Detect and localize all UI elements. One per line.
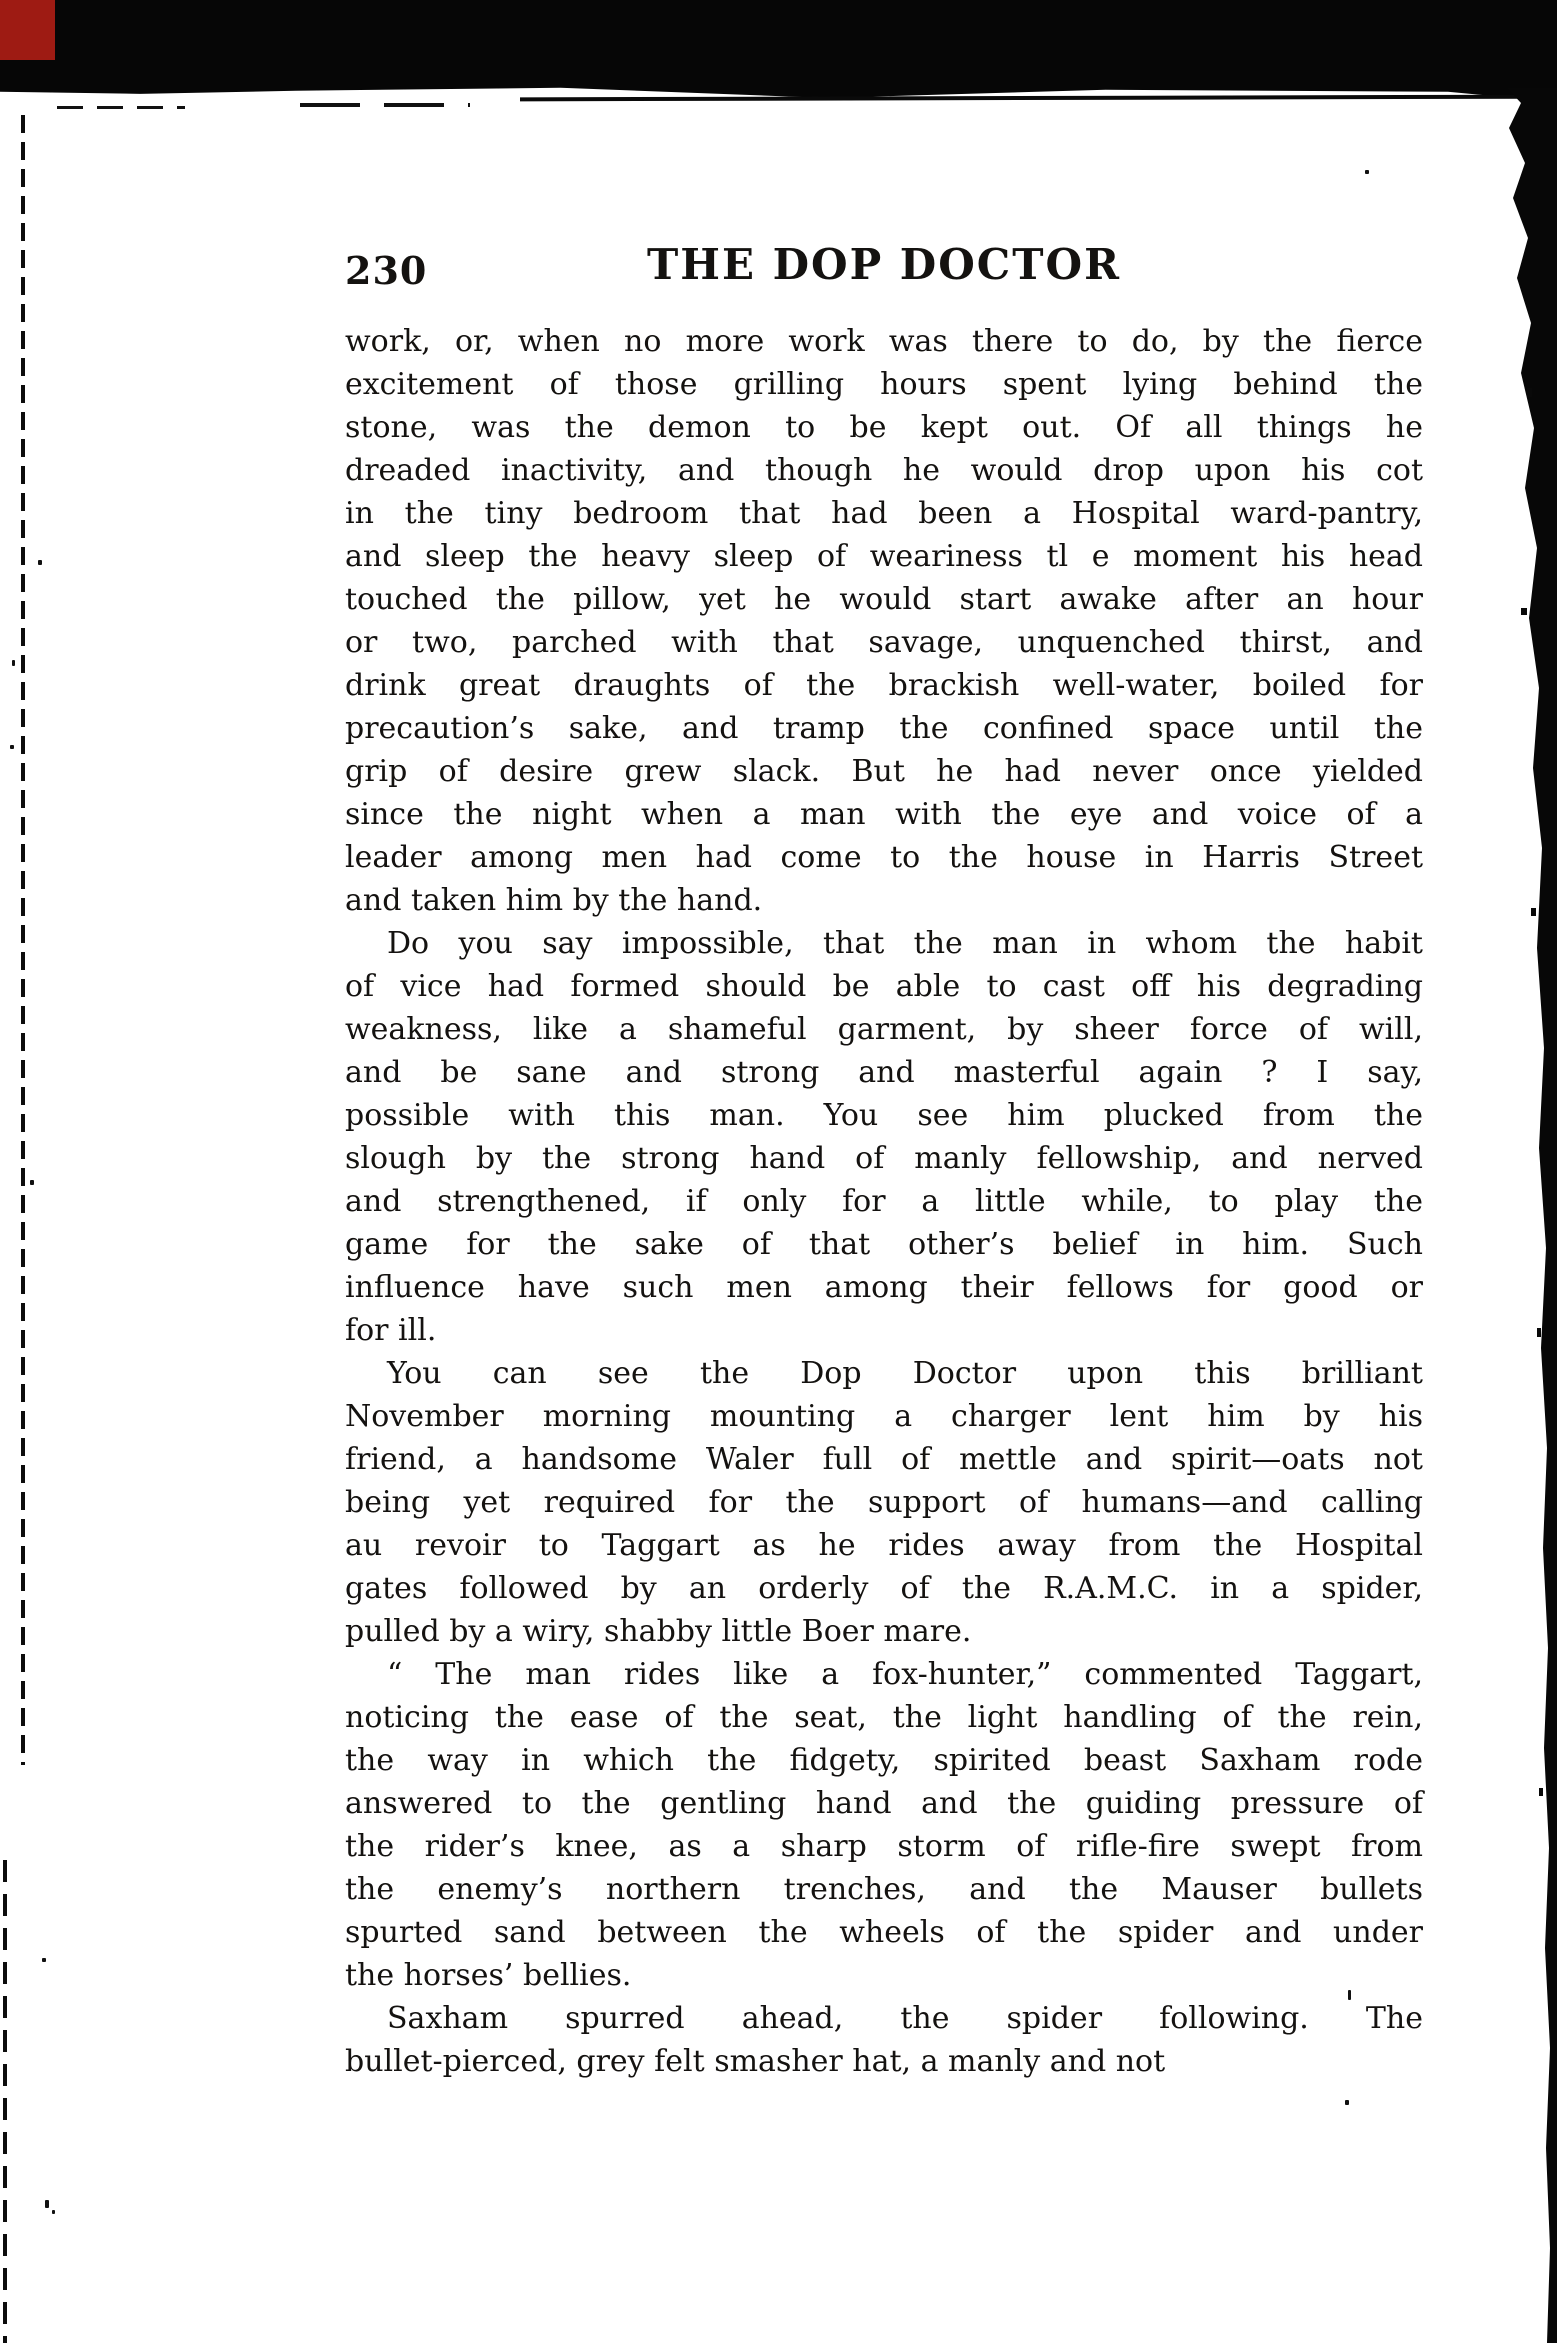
text-line: November morning mounting a charger lent him by his — [345, 1399, 1423, 1434]
scan-speck — [1345, 2100, 1349, 2105]
text-line: You can see the Dop Doctor upon this brilliant — [387, 1356, 1423, 1391]
text-line: and sleep the heavy sleep of weariness tl e moment his head — [345, 539, 1423, 574]
scan-left-margin-line — [21, 115, 25, 1765]
scan-speck — [38, 560, 42, 565]
text-line: au revoir to Taggart as he rides away from the Hospital — [345, 1528, 1423, 1563]
text-line: the enemy’s northern trenches, and the Mauser bullets — [345, 1872, 1423, 1907]
text-line: drink great draughts of the brackish well-water, boiled for — [345, 668, 1423, 703]
text-line: Do you say impossible, that the man in whom the habit — [387, 926, 1423, 961]
text-line: touched the pillow, yet he would start awake after an hour — [345, 582, 1423, 617]
scan-speck — [10, 745, 14, 749]
page-header — [345, 240, 1423, 300]
scan-speck — [1365, 170, 1369, 174]
scan-right-edge-shadow — [1497, 88, 1557, 2343]
text-line: slough by the strong hand of manly fellowship, and nerved — [345, 1141, 1423, 1176]
text-line: the horses’ bellies. — [345, 1958, 632, 1993]
scan-speck — [52, 2210, 55, 2214]
scan-speck — [30, 1180, 34, 1185]
text-line: possible with this man. You see him plucked from the — [345, 1098, 1423, 1133]
text-line: precaution’s sake, and tramp the confined space until the — [345, 711, 1423, 746]
scan-speck — [45, 2200, 49, 2208]
scan-speck — [42, 1958, 46, 1962]
text-line: influence have such men among their fellows for good or — [345, 1270, 1423, 1305]
text-line: spurted sand between the wheels of the spider and under — [345, 1915, 1423, 1950]
text-line: Saxham spurred ahead, the spider following. The — [387, 2001, 1423, 2036]
page-text — [345, 320, 1423, 2083]
text-line: and taken him by the hand. — [345, 883, 763, 918]
text-line: bullet-pierced, grey felt smasher hat, a manly and not — [345, 2044, 1166, 2079]
text-line: stone, was the demon to be kept out. Of all things he — [345, 410, 1423, 445]
text-line: or two, parched with that savage, unquenched thirst, and — [345, 625, 1423, 660]
text-line: work, or, when no more work was there to do, by the fierce — [345, 324, 1423, 359]
scan-top-band — [0, 0, 1557, 102]
text-line: friend, a handsome Waler full of mettle and spirit—oats not — [345, 1442, 1423, 1477]
text-line: of vice had formed should be able to cast off his degrading — [345, 969, 1423, 1004]
text-line: being yet required for the support of humans—and calling — [345, 1485, 1423, 1520]
text-line: answered to the gentling hand and the guiding pressure of — [345, 1786, 1423, 1821]
text-line: “ The man rides like a fox-hunter,” commented Taggart, — [387, 1657, 1423, 1692]
text-line: excitement of those grilling hours spent lying behind the — [345, 367, 1423, 402]
scan-speck — [12, 660, 15, 666]
text-line: the rider’s knee, as a sharp storm of rifle-fire swept from — [345, 1829, 1423, 1864]
text-line: and be sane and strong and masterful again ? I say, — [345, 1055, 1423, 1090]
text-line: pulled by a wiry, shabby little Boer mare. — [345, 1614, 972, 1649]
scan-dash-artifact — [57, 106, 185, 109]
scan-corner-mark — [0, 0, 55, 60]
text-line: in the tiny bedroom that had been a Hospital ward-pantry, — [345, 496, 1423, 531]
text-line: the way in which the fidgety, spirited beast Saxham rode — [345, 1743, 1423, 1778]
scan-left-margin-line — [3, 1860, 7, 2343]
text-line: grip of desire grew slack. But he had never once yielded — [345, 754, 1423, 789]
text-line: for ill. — [345, 1313, 437, 1348]
text-line: and strengthened, if only for a little while, to play the — [345, 1184, 1423, 1219]
page-number: 230 — [345, 248, 428, 293]
text-line: game for the sake of that other’s belief in him. Such — [345, 1227, 1423, 1262]
text-line: dreaded inactivity, and though he would drop upon his cot — [345, 453, 1423, 488]
scan-dash-artifact — [300, 103, 470, 107]
text-line: noticing the ease of the seat, the light handling of the rein, — [345, 1700, 1423, 1735]
scan-rule-line — [520, 95, 1557, 102]
text-line: since the night when a man with the eye and voice of a — [345, 797, 1423, 832]
page-title: THE DOP DOCTOR — [647, 240, 1121, 289]
text-line: weakness, like a shameful garment, by sheer force of will, — [345, 1012, 1423, 1047]
text-line: leader among men had come to the house in Harris Street — [345, 840, 1423, 875]
text-line: gates followed by an orderly of the R.A.M.C. in a spider, — [345, 1571, 1423, 1606]
